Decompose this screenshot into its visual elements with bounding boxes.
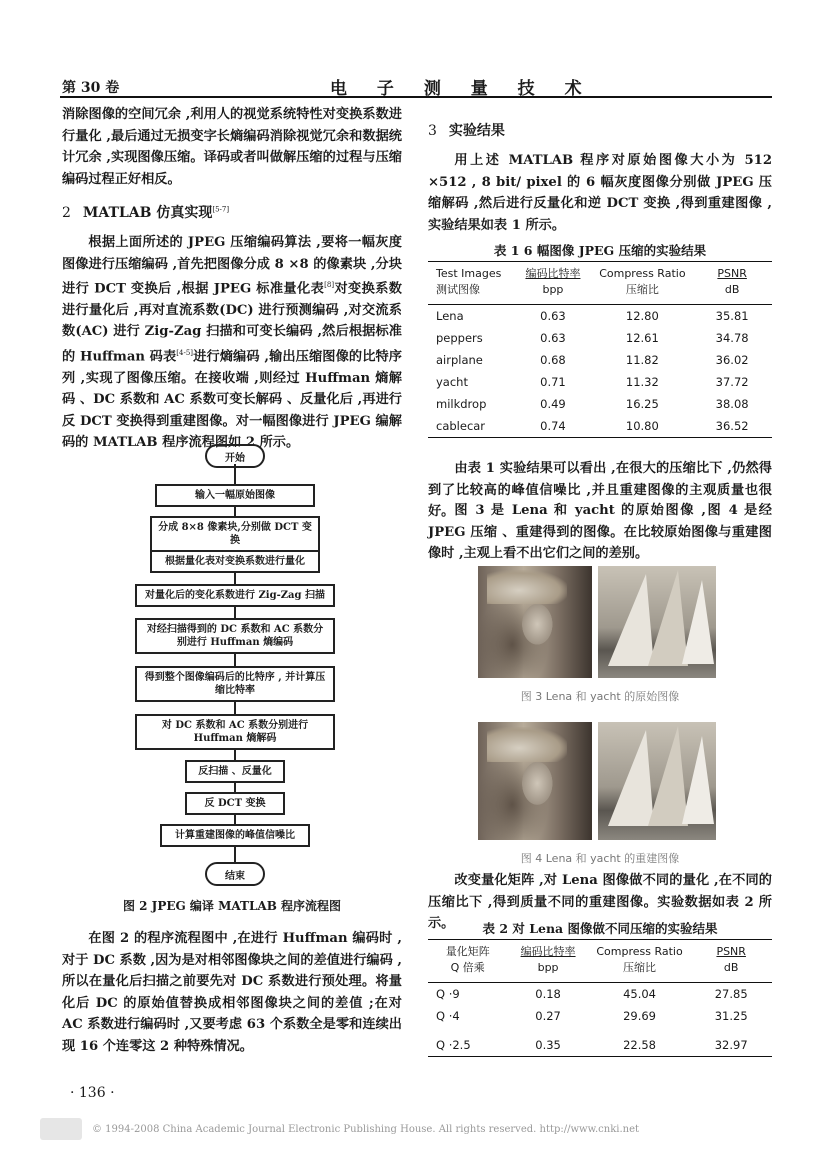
table-row: yacht 0.71 11.32 37.72 <box>436 375 749 389</box>
left-paragraph-2c: 进行熵编码 ,输出压缩图像的比特序列 ,实现了图像压缩。在接收端 ,则经过 Huffman 熵解码 、DC 系数和 AC 系数可变长解码 、反量化后 ,再进行反 DCT 变换得到重建图像。对一幅图像进行 JPEG 编解码的 MATLAB 程序流程图如 2 所示。 <box>62 349 402 451</box>
section-2-heading <box>62 202 229 222</box>
section-3-title: 实验结果 <box>448 123 505 139</box>
lena-reconstructed-image <box>478 722 592 840</box>
table-row: airplane 0.68 11.82 36.02 <box>436 353 749 367</box>
flowchart-start: 开始 <box>205 444 265 468</box>
yacht-original-image <box>598 566 716 678</box>
flowchart-step-6: 得到整个图像编码后的比特序 , 并计算压缩比特率 <box>135 666 335 702</box>
flowchart-step-2: 分成 8×8 像素块,分别做 DCT 变换 <box>150 516 320 552</box>
section-3-heading <box>428 120 505 140</box>
section-3-number: 3 <box>428 123 437 139</box>
table-row: Q ·2.5 0.35 22.58 32.97 <box>428 1027 772 1057</box>
flowchart <box>120 444 350 884</box>
table-2-header-row <box>428 940 772 983</box>
right-paragraph-3: 图 3 是 Lena 和 yacht 的原始图像 ,图 4 是经 JPEG 压缩 、重建得到的图像。在比较原始图像与重建图像时 ,主观上看不出它们之间的差别。 <box>428 503 772 561</box>
table-row: Q ·9 0.18 45.04 27.85 <box>436 987 748 1001</box>
journal-title: 电 子 测 量 技 术 <box>330 79 594 99</box>
figure-2-caption: 图 2 JPEG 编译 MATLAB 程序流程图 <box>122 899 342 913</box>
left-paragraph-1: 消除图像的空间冗余 ,利用人的视觉系统特性对变换系数进行量化 ,最后通过无损变字长熵编码消除视觉冗余和数据统计冗余 ,实现图像压缩。译码或者叫做解压缩的过程与压缩编码过程正好相反。 <box>62 107 402 187</box>
table-2-header-q: 量化矩阵 Q 倍乘 <box>445 945 490 974</box>
table-1-header-row <box>428 262 772 305</box>
table-2-header-ratio: Compress Ratio 压缩比 <box>596 945 683 974</box>
table-2 <box>428 939 772 1057</box>
table-row: peppers 0.63 12.61 34.78 <box>436 331 749 345</box>
flowchart-step-9: 反 DCT 变换 <box>185 792 285 815</box>
flowchart-step-7: 对 DC 系数和 AC 系数分别进行 Huffman 熵解码 <box>135 714 335 750</box>
flowchart-step-5: 对经扫描得到的 DC 系数和 AC 系数分别进行 Huffman 熵编码 <box>135 618 335 654</box>
table-2-header-psnr: PSNR dB <box>716 945 746 974</box>
flowchart-end: 结束 <box>205 862 265 886</box>
section-2-ref: [5-7] <box>212 205 230 214</box>
flowchart-step-8: 反扫描 、反量化 <box>185 760 285 783</box>
table-1 <box>428 261 772 438</box>
flowchart-step-10: 计算重建图像的峰值信噪比 <box>160 824 310 847</box>
table-2-header-bpp: 编码比特率 bpp <box>520 945 576 974</box>
left-paragraph-3: 在图 2 的程序流程图中 ,在进行 Huffman 编码时 ,对于 DC 系数 ,因为是对相邻图像块之间的差值进行编码 ,所以在量化后扫描之前要先对 DC 系数进行预处理。将量化后 DC 的原始值替换成相邻图像块之间的差值 ;在对 AC 系数进行编码时 ,又要考虑 63 个系数全是零和连续出现 16 个连零这 2 种特殊情况。 <box>62 931 402 1054</box>
flowchart-step-1: 输入一幅原始图像 <box>155 484 315 507</box>
table-1-header-ratio: Compress Ratio 压缩比 <box>599 267 686 296</box>
lena-original-image <box>478 566 592 678</box>
left-paragraph-2a: 根据上面所述的 JPEG 压缩编码算法 ,要将一幅灰度图像进行压缩编码 ,首先把图像分成 8 ×8 的像素块 ,分块进行 DCT 变换后 ,根据 JPEG 标准量化表 <box>62 235 402 297</box>
figure-3-caption: 图 3 Lena 和 yacht 的原始图像 <box>520 690 680 703</box>
left-paragraph-2 <box>62 232 402 454</box>
right-paragraph-4: 改变量化矩阵 ,对 Lena 图像做不同的量化 ,在不同的压缩比下 ,得到质量不同的重建图像。实验数据如表 2 所示。 <box>428 873 772 931</box>
section-2-number: 2 <box>62 205 71 221</box>
table-1-header-bpp: 编码比特率 bpp <box>525 267 581 296</box>
table-1-title: 表 1 6 幅图像 JPEG 压缩的实验结果 <box>493 243 707 258</box>
cnki-logo-icon <box>40 1118 82 1140</box>
right-paragraph-1: 用上述 MATLAB 程序对原始图像大小为 512 ×512 , 8 bit/ pixel 的 6 幅灰度图像分别做 JPEG 压缩解码 ,然后进行反量化和逆 DCT 变换 ,得到重建图像 ,实验结果如表 1 所示。 <box>428 153 772 233</box>
figure-4-caption: 图 4 Lena 和 yacht 的重建图像 <box>520 852 680 865</box>
table-2-title: 表 2 对 Lena 图像做不同压缩的实验结果 <box>482 921 718 936</box>
copyright-footer: © 1994-2008 China Academic Journal Electronic Publishing House. All rights reserved. http://www.cnki.net <box>92 1124 640 1135</box>
yacht-reconstructed-image <box>598 722 716 840</box>
table-1-header-psnr: PSNR dB <box>717 267 747 296</box>
table-row: Lena 0.63 12.80 35.81 <box>436 309 749 323</box>
table-row: cablecar 0.74 10.80 36.52 <box>428 415 772 438</box>
ref-8: [8] <box>324 281 335 289</box>
table-1-header-images: Test Images 测试图像 <box>436 267 502 296</box>
right-paragraph-2: 由表 1 实验结果可以看出 ,在很大的压缩比下 ,仍然得到了比较高的峰值信噪比 ,并且重建图像的主观质量也很好。 <box>428 461 772 519</box>
table-row: Q ·4 0.27 29.69 31.25 <box>436 1009 748 1023</box>
section-2-title: MATLAB 仿真实现 <box>82 205 213 221</box>
volume-label: 第 30 卷 <box>62 80 120 96</box>
ref-4-5: [4-5] <box>176 348 194 357</box>
page-number: · 136 · <box>70 1085 115 1101</box>
flowchart-step-3: 根据量化表对变换系数进行量化 <box>150 550 320 573</box>
table-row: milkdrop 0.49 16.25 38.08 <box>436 397 749 411</box>
header-rule <box>60 96 772 98</box>
flowchart-step-4: 对量化后的变化系数进行 Zig-Zag 扫描 <box>135 584 335 607</box>
left-paragraph-2b: 对变换系数进行量化后 ,再对直流系数(DC) 进行预测编码 ,对交流系数(AC) 进行 Zig-Zag 扫描和可变长编码 ,然后根据标准的 Huffman 码表 <box>62 281 402 365</box>
